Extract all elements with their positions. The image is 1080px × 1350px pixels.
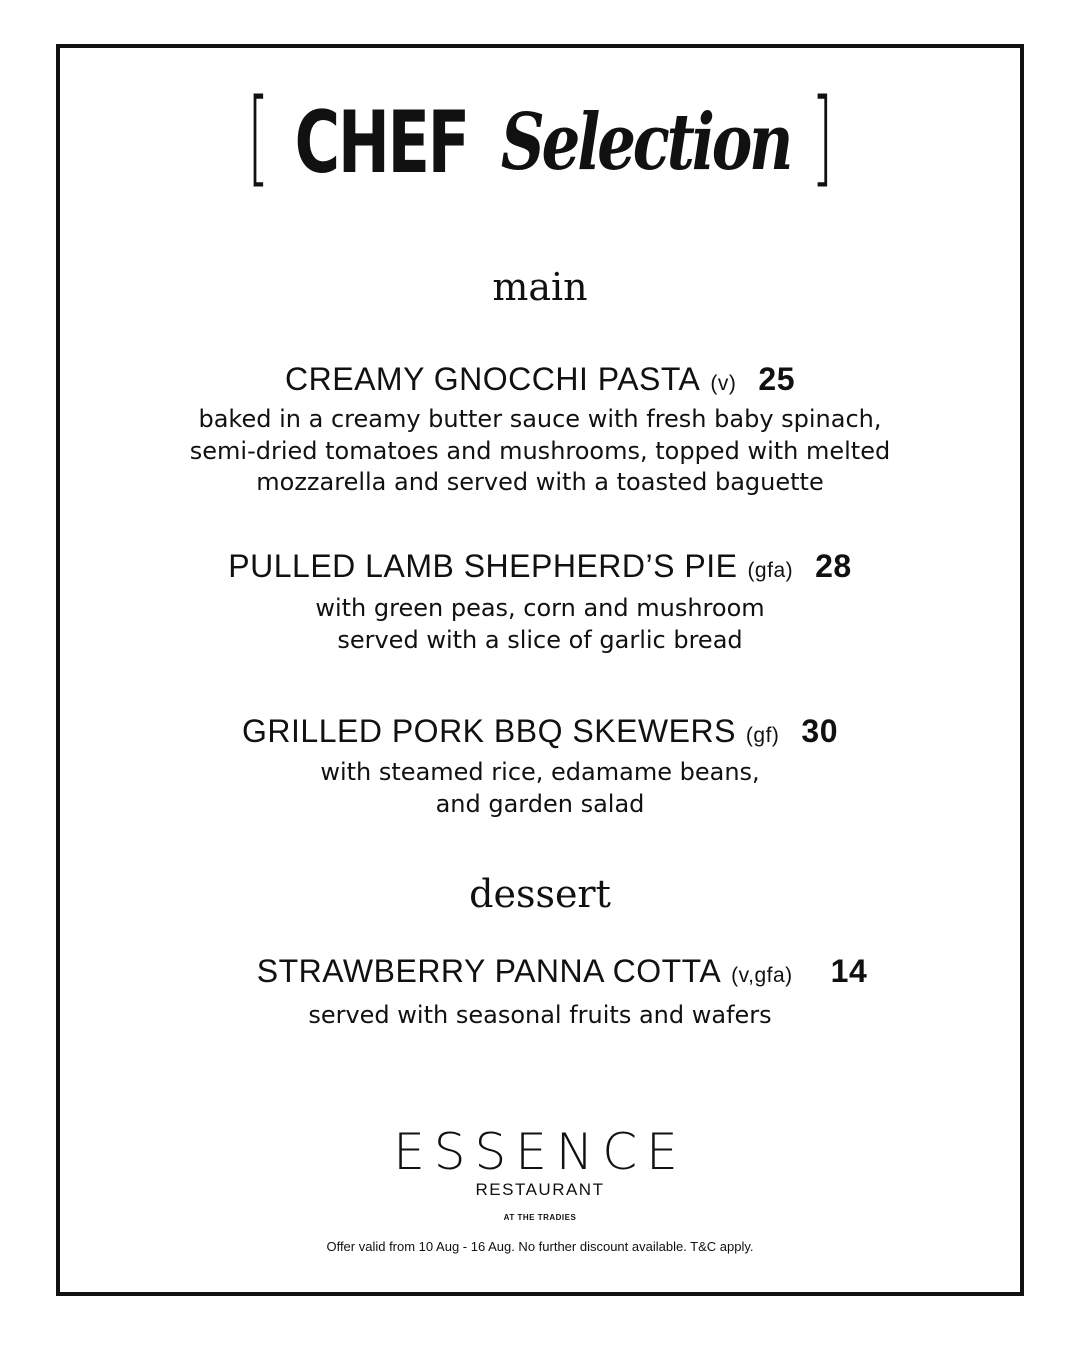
- item-name: GRILLED PORK BBQ SKEWERS: [242, 713, 736, 749]
- restaurant-location: AT THE TRADIES: [503, 1213, 577, 1222]
- item-name: PULLED LAMB SHEPHERD’S PIE: [228, 548, 738, 584]
- dietary-tag: (v,gfa): [731, 964, 793, 987]
- restaurant-logo-name: ESSENCE: [393, 1123, 687, 1181]
- section-heading-main: main: [492, 265, 588, 309]
- dietary-tag: (gfa): [747, 559, 794, 582]
- item-price: 14: [830, 953, 868, 989]
- item-price: 28: [815, 548, 852, 584]
- title-chef: CHEF: [294, 93, 468, 193]
- description-line: served with seasonal fruits and wafers: [308, 1001, 772, 1029]
- menu-item-title: [0, 358, 1080, 400]
- description-line: semi-dried tomatoes and mushrooms, topped with melted: [189, 436, 891, 465]
- description-line: mozzarella and served with a toasted baguette: [256, 468, 824, 496]
- section-heading-dessert: dessert: [469, 872, 611, 916]
- item-price: 30: [801, 713, 838, 749]
- menu-title: [0, 76, 1080, 198]
- item-description: [0, 757, 1080, 820]
- restaurant-logo-subtitle: RESTAURANT: [475, 1180, 605, 1199]
- dietary-tag: (gf): [745, 724, 780, 747]
- title-open-bracket: [: [247, 76, 270, 198]
- menu-item-title: [0, 950, 1080, 992]
- item-description: [0, 593, 1080, 656]
- description-line: and garden salad: [435, 789, 645, 818]
- item-description: [0, 1000, 1080, 1032]
- menu-item-title: [0, 545, 1080, 587]
- item-price: 25: [758, 361, 795, 397]
- description-line: baked in a creamy butter sauce with fresh baby spinach,: [198, 405, 882, 433]
- title-close-bracket: ]: [810, 76, 833, 198]
- description-line: with green peas, corn and mushroom: [315, 594, 765, 622]
- item-description: [0, 404, 1080, 499]
- dietary-tag: (v): [710, 372, 737, 395]
- title-selection: Selection: [500, 97, 791, 188]
- item-name: CREAMY GNOCCHI PASTA: [285, 361, 701, 397]
- offer-terms: Offer valid from 10 Aug - 16 Aug. No further discount available. T&C apply.: [326, 1239, 754, 1254]
- item-name: STRAWBERRY PANNA COTTA: [256, 953, 722, 989]
- description-line: with steamed rice, edamame beans,: [320, 758, 760, 786]
- description-line: served with a slice of garlic bread: [337, 625, 743, 654]
- menu-item-title: [0, 710, 1080, 752]
- menu-border-frame: [56, 44, 1024, 1296]
